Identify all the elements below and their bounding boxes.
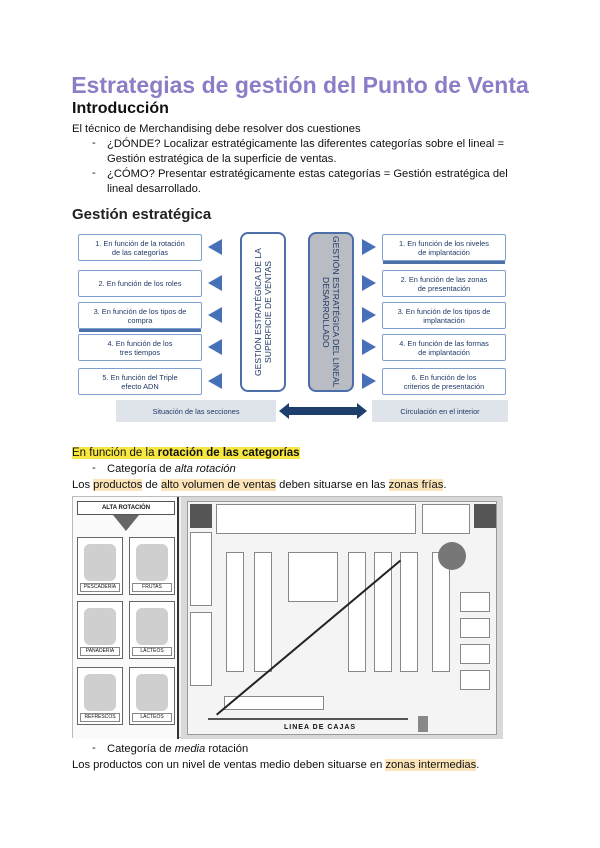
right-arrow-icon xyxy=(362,275,376,291)
bullet-dash: - xyxy=(92,137,96,149)
category-cell: LÁCTEOS xyxy=(129,667,175,725)
paragraph-2: Los productos con un nivel de ventas medio deben situarse en zonas intermedias. xyxy=(72,759,480,771)
right-item-5: 6. En función de los criterios de presentación xyxy=(382,368,506,395)
category-cell: FRUTAS xyxy=(129,537,175,595)
right-item-3: 3. En función de los tipos de implantación xyxy=(382,302,506,329)
bullet-2-line2: lineal desarrollado. xyxy=(107,183,201,195)
intro-heading: Introducción xyxy=(72,100,169,117)
right-item-1: 1. En función de los niveles de implantación xyxy=(382,234,506,261)
sub2: Categoría de media rotación xyxy=(107,743,249,755)
page-title: Estrategias de gestión del Punto de Venta xyxy=(71,72,529,98)
left-arrow-icon xyxy=(208,307,222,323)
diagram-heading: Gestión estratégica xyxy=(72,206,212,223)
store-map xyxy=(181,497,503,739)
down-arrow-icon xyxy=(113,515,139,531)
left-item-1: 1. En función de la rotación de las categorías xyxy=(78,234,202,261)
right-pillar: GESTIÓN ESTRATÉGICA DEL LINEAL DESARROLLADO xyxy=(308,232,354,392)
left-arrow-icon xyxy=(208,239,222,255)
bullet-1-line2: Gestión estratégica de la superficie de ventas. xyxy=(107,153,337,165)
category-cell: PESCADERÍA xyxy=(77,537,123,595)
category-cell: REFRESCOS xyxy=(77,667,123,725)
bullet-1-line1: ¿DÓNDE? Localizar estratégicamente las diferentes categorías sobre el lineal = xyxy=(107,138,505,150)
category-header: ALTA ROTACIÓN xyxy=(77,501,175,515)
right-arrow-icon xyxy=(362,307,376,323)
bullet-dash: - xyxy=(92,167,96,179)
right-arrow-icon xyxy=(362,339,376,355)
left-pillar: GESTIÓN ESTRATÉGICA DE LA SUPERFICIE DE VENTAS xyxy=(240,232,286,392)
right-item-2: 2. En función de las zonas de presentación xyxy=(382,270,506,297)
category-cell: PANADERÍA xyxy=(77,601,123,659)
left-arrow-icon xyxy=(208,339,222,355)
sub1: Categoría de alta rotación xyxy=(107,463,236,475)
bullet-2-line1: ¿CÓMO? Presentar estratégicamente estas categorías = Gestión estratégica del xyxy=(107,168,508,180)
left-item-5: 5. En función del Triple efecto ADN xyxy=(78,368,202,395)
right-arrow-icon xyxy=(362,373,376,389)
store-layout-image xyxy=(72,496,502,738)
bottom-right-bar: Circulación en el interior xyxy=(372,400,508,422)
right-item-4: 4. En función de las formas de implantación xyxy=(382,334,506,361)
checkout-line-label: LINEA DE CAJAS xyxy=(284,724,357,731)
bottom-left-bar: Situación de las secciones xyxy=(116,400,276,422)
right-arrow-icon xyxy=(362,239,376,255)
bullet-dash: - xyxy=(92,742,96,754)
left-arrow-icon xyxy=(208,373,222,389)
category-panel xyxy=(73,497,179,739)
left-item-2: 2. En función de los roles xyxy=(78,270,202,297)
bullet-dash: - xyxy=(92,462,96,474)
intro-lead: El técnico de Merchandising debe resolver dos cuestiones xyxy=(72,123,361,135)
category-cell: LÁCTEOS xyxy=(129,601,175,659)
strategy-diagram xyxy=(72,226,509,426)
left-arrow-icon xyxy=(208,275,222,291)
paragraph-1: Los productos de alto volumen de ventas deben situarse en las zonas frías. xyxy=(72,479,447,491)
section-heading: En función de la rotación de las categorías xyxy=(72,447,300,459)
double-arrow-icon xyxy=(288,407,358,415)
left-item-3: 3. En función de los tipos de compra xyxy=(78,302,202,329)
left-item-4: 4. En función de los tres tiempos xyxy=(78,334,202,361)
